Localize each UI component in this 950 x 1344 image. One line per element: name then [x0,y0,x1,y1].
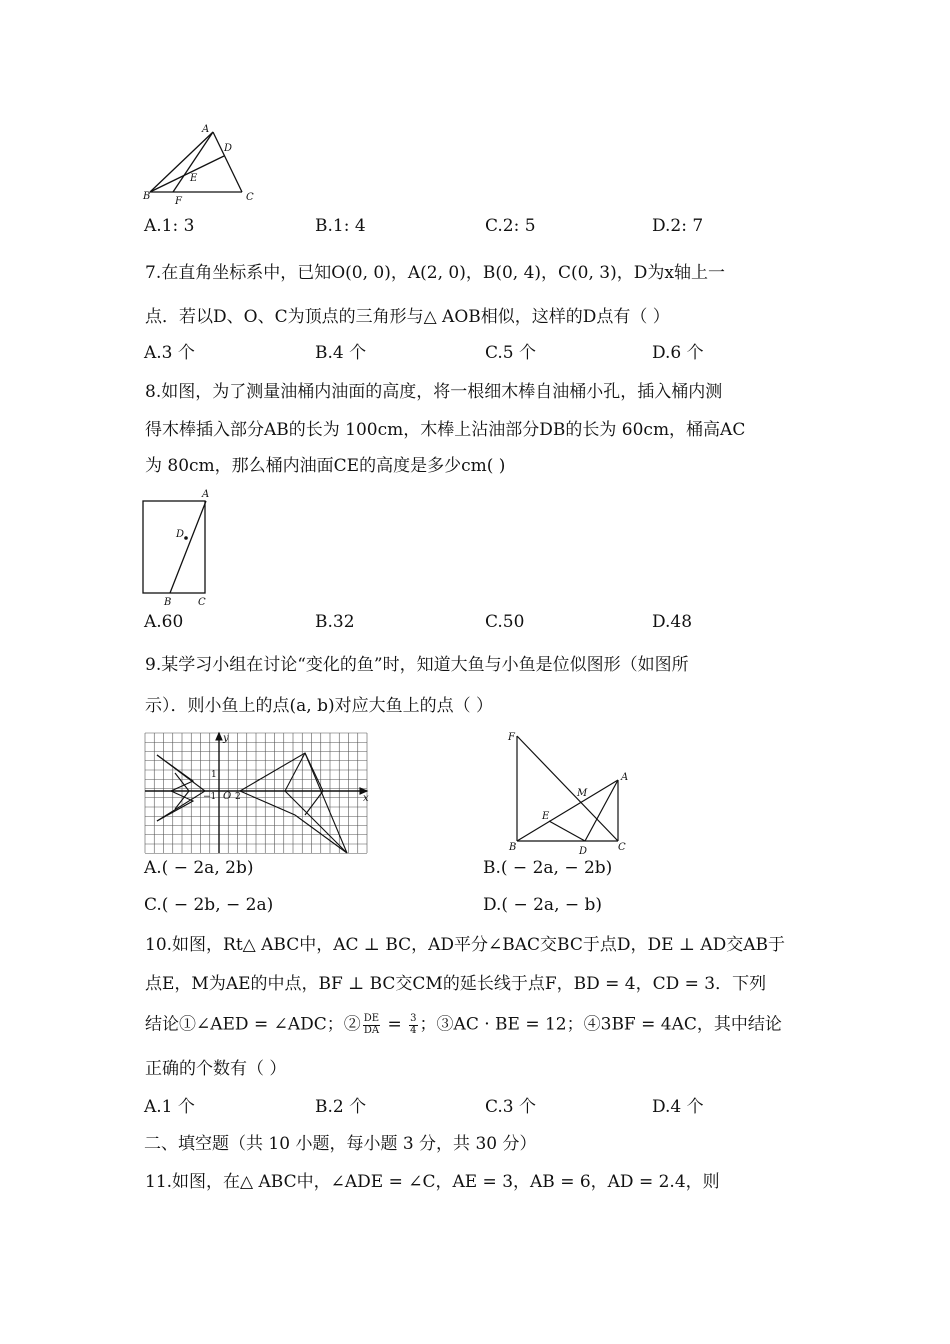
q6-option-a[interactable]: A.1: 3 [144,216,195,236]
q10-option-d[interactable]: D.4 个 [652,1097,704,1117]
q8-line-2: 得木棒插入部分AB的长为 100cm，木棒上沾油部分DB的长为 60cm，桶高AC [145,420,746,440]
axis-label-y: y [223,733,229,744]
tick-2: 2 [235,792,241,802]
fraction-3-4-numerator: 3 [410,1013,417,1024]
q11-line-1: 11.如图，在△ ABC中，∠ADE = ∠C，AE = 3，AB = 6，AD = 2.4，则 [145,1172,720,1192]
q10-line-2: 点E，M为AE的中点，BF ⊥ BC交CM的延长线于点F，BD = 4，CD = 3．下列 [145,974,767,994]
q10-option-a[interactable]: A.1 个 [144,1097,195,1117]
q7-option-c[interactable]: C.5 个 [485,343,537,363]
q8-option-d[interactable]: D.48 [652,612,693,632]
q10-line-1: 10.如图，Rt△ ABC中，AC ⊥ BC，AD平分∠BAC交BC于点D，DE ⊥ AD交AB于 [145,935,786,955]
origin-label: O [223,791,232,802]
barrel-label-B: B [164,597,172,608]
fraction-de-da-numerator: DE [363,1013,380,1024]
tick-neg1: −1 [203,792,217,802]
fraction-3-4 [409,1014,417,1036]
q10-line-4: 正确的个数有（ ） [145,1059,287,1079]
barrel-label-A: A [202,489,210,500]
q10-line-3 [145,1014,782,1036]
label-B: B [143,191,151,202]
fig10-label-M: M [577,788,588,799]
q9-option-c[interactable]: C.( − 2b, − 2a) [144,895,274,915]
fig10-label-F: F [508,732,515,743]
barrel-label-D: D [176,529,185,540]
fig10-label-B: B [509,842,517,853]
fig10-label-A: A [621,772,629,783]
q7-option-d[interactable]: D.6 个 [652,343,704,363]
label-A: A [202,124,210,135]
fraction-3-4-denominator: 4 [410,1024,417,1036]
q8-option-a[interactable]: A.60 [144,612,184,632]
q6-option-d[interactable]: D.2: 7 [652,216,704,236]
section-2-heading: 二、填空题（共 10 小题，每小题 3 分，共 30 分） [144,1134,537,1154]
q9-option-d[interactable]: D.( − 2a, − b) [483,895,603,915]
q8-option-b[interactable]: B.32 [315,612,355,632]
q8-line-1: 8.如图，为了测量油桶内油面的高度，将一根细木棒自油桶小孔，插入桶内测 [145,382,723,402]
triangle-figure-q6 [140,120,260,210]
q10-line-3-end: ；③AC · BE = 12；④3BF = 4AC，其中结论 [419,1014,782,1035]
q9-option-b[interactable]: B.( − 2a, − 2b) [483,858,613,878]
fraction-de-da [363,1014,380,1036]
right-triangle-figure-q10 [505,728,645,858]
q9-option-a[interactable]: A.( − 2a, 2b) [144,858,254,878]
oil-barrel-figure [138,485,228,610]
fig10-label-D: D [579,846,588,857]
q8-option-c[interactable]: C.50 [485,612,525,632]
q6-option-c[interactable]: C.2: 5 [485,216,536,236]
label-C: C [246,192,254,203]
q10-option-c[interactable]: C.3 个 [485,1097,537,1117]
fraction-de-da-denominator: DA [363,1024,380,1036]
q7-option-b[interactable]: B.4 个 [315,343,367,363]
label-F: F [175,196,182,207]
label-D: D [224,143,233,154]
q9-line-1: 9.某学习小组在讨论“变化的鱼”时，知道大鱼与小鱼是位似图形（如图所 [145,655,689,675]
fig10-label-E: E [542,811,550,822]
fig10-label-C: C [618,842,626,853]
axis-label-x: x [363,793,369,804]
q10-line-3-start: 结论①∠AED = ∠ADC；② [145,1014,361,1035]
q7-option-a[interactable]: A.3 个 [144,343,195,363]
q9-line-2: 示）．则小鱼上的点(a, b)对应大鱼上的点（ ） [145,696,493,716]
q7-line-2: 点．若以D、O、C为顶点的三角形与△ AOB相似，这样的D点有（ ） [145,307,670,327]
barrel-label-C: C [198,597,206,608]
q10-line-3-equals: = [382,1014,408,1035]
q6-option-b[interactable]: B.1: 4 [315,216,366,236]
q7-line-1: 7.在直角坐标系中，已知O(0, 0)，A(2, 0)，B(0, 4)，C(0, 3)，D为x轴上一 [145,263,725,283]
q10-option-b[interactable]: B.2 个 [315,1097,367,1117]
q8-line-3: 为 80cm，那么桶内油面CE的高度是多少cm( ) [145,456,506,476]
tick-1: 1 [211,770,217,780]
label-E: E [190,173,198,184]
fish-grid-figure [145,733,375,855]
